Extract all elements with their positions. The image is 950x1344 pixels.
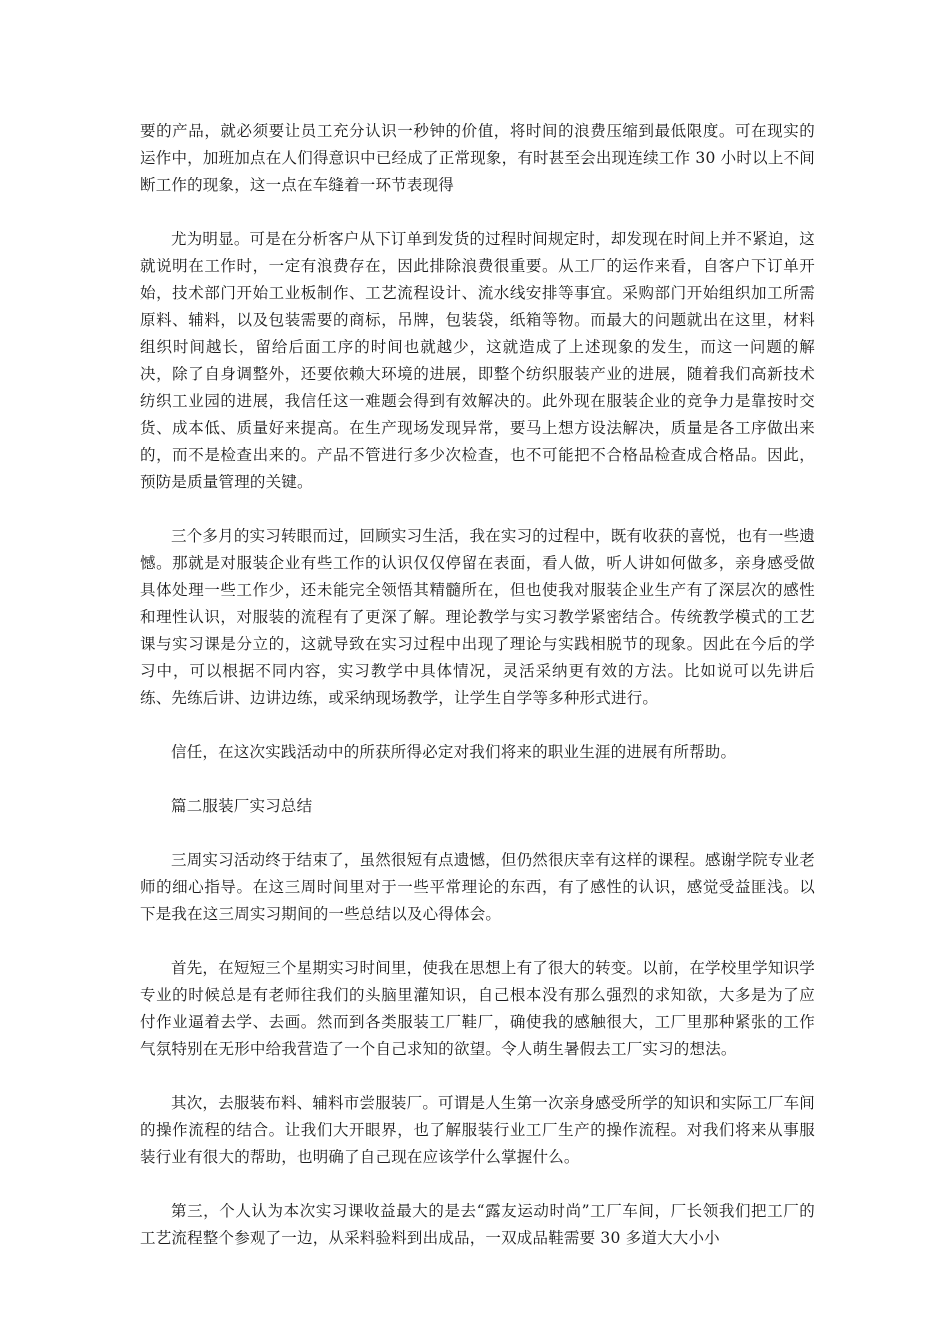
paragraph-4: 信任，在这次实践活动中的所获所得必定对我们将来的职业生涯的进展有所帮助。 [171, 743, 737, 761]
paragraph-3: 三个多月的实习转眼而过，回顾实习生活，我在实习的过程中，既有收获的喜悦，也有一些遗憾。那就是对服装企业有些工作的认识仅仅停留在表面，看人做，听人讲如何做多，亲身感受做具体处理一些工作少，还未能完全领悟其精髓所在，但也使我对服装企业生产有了深层次的感性和理性认识，对服装的流程有了更深了解。理论教学与实习教学紧密结合。传统教学模式的工艺课与实习课是分立的，这就导致在实习过程中出现了理论与实践相脱节的现象。因此在今后的学习中，可以根据不同内容，实习教学中具体情况，灵活采纳更有效的方法。比如说可以先讲后练、先练后讲、边讲边练，或采纳现场教学，让学生自学等多种形式进行。 [140, 527, 815, 707]
paragraph-7: 其次，去服装布料、辅料市尝服装厂。可谓是人生第一次亲身感受所学的知识和实际工厂车间的操作流程的结合。让我们大开眼界，也了解服装行业工厂生产的操作流程。对我们将来从事服装行业有很大的帮助，也明确了自己现在应该学什么掌握什么。 [140, 1094, 815, 1166]
paragraph-5: 三周实习活动终于结束了，虽然很短有点遗憾，但仍然很庆幸有这样的课程。感谢学院专业老师的细心指导。在这三周时间里对于一些平常理论的东西，有了感性的认识，感觉受益匪浅。以下是我在这三周实习期间的一些总结以及心得体会。 [140, 851, 815, 923]
paragraph-8: 第三，个人认为本次实习课收益最大的是去“露友运动时尚”工厂车间，厂长领我们把工厂的工艺流程整个参观了一边，从采料验料到出成品，一双成品鞋需要 30 多道大大小小 [140, 1202, 815, 1247]
paragraph-1: 要的产品，就必须要让员工充分认识一秒钟的价值，将时间的浪费压缩到最低限度。可在现实的运作中，加班加点在人们得意识中已经成了正常现象，有时甚至会出现连续工作 30 小时以上不间断工作的现象，这一点在车缝着一环节表现得 [140, 122, 815, 194]
paragraph-6: 首先，在短短三个星期实习时间里，使我在思想上有了很大的转变。以前，在学校里学知识学专业的时候总是有老师往我们的头脑里灌知识，自己根本没有那么强烈的求知欲，大多是为了应付作业逼着去学、去画。然而到各类服装工厂鞋厂，确使我的感触很大，工厂里那种紧张的工作气氛特别在无形中给我营造了一个自己求知的欲望。令人萌生暑假去工厂实习的想法。 [140, 959, 815, 1058]
paragraph-2: 尤为明显。可是在分析客户从下订单到发货的过程时间规定时，却发现在时间上并不紧迫，这就说明在工作时，一定有浪费存在，因此排除浪费很重要。从工厂的运作来看，自客户下订单开始，技术部门开始工业板制作、工艺流程设计、流水线安排等事宜。采购部门开始组织加工所需原料、辅料，以及包装需要的商标，吊牌，包装袋，纸箱等物。而最大的问题就出在这里，材料组织时间越长，留给后面工序的时间也就越少，这就造成了上述现象的发生，而这一问题的解决，除了自身调整外，还要依赖大环境的进展，即整个纺织服装产业的进展，随着我们高新技术纺织工业园的进展，我信任这一难题会得到有效解决的。此外现在服装企业的竞争力是靠按时交货、成本低、质量好来提高。在生产现场发现异常，要马上想方设法解决，质量是各工序做出来的，而不是检查出来的。产品不管进行多少次检查，也不可能把不合格品检查成合格品。因此，预防是质量管理的关键。 [140, 230, 815, 491]
document-page [140, 118, 815, 1279]
section-heading: 篇二服装厂实习总结 [171, 797, 313, 815]
